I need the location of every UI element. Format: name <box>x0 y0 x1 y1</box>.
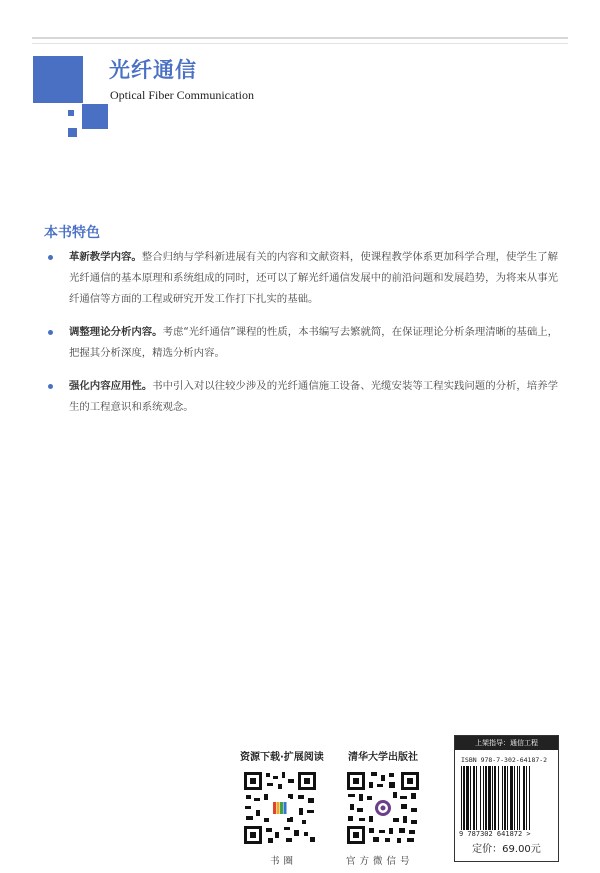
feature-text: 书中引入对以往较少涉及的光纤通信施工设备、光缆安装等工程实践问题的分析，培养学生的工程意识和系统观念。 <box>69 380 559 413</box>
price: 定价：69.00元 <box>472 844 541 855</box>
book-title-english: Optical Fiber Communication <box>110 88 254 102</box>
top-rule-thin <box>32 43 568 44</box>
feature-list <box>48 247 558 430</box>
qr-publisher-block <box>343 748 423 846</box>
features-heading: 本书特色 <box>44 225 100 241</box>
shelf-category: 上架指导：通信工程 <box>455 736 558 750</box>
decorative-square-tiny <box>68 110 74 116</box>
feature-text: 整合归纳与学科新进展有关的内容和文献资料，使课程教学体系更加科学合理，使学生了解光纤通信的基本原理和系统组成的同时，还可以了解光纤通信发展中的前沿问题和发展趋势，为将来从事光纤通信等方面的工程或研究开发工作打下扎实的基础。 <box>69 251 559 305</box>
decorative-square-large <box>33 56 83 103</box>
feature-item <box>48 247 558 310</box>
bullet-icon <box>48 330 53 335</box>
barcode-digits: 9 787302 641872 > <box>459 830 531 838</box>
qr-code-shuquan-icon <box>242 770 318 846</box>
feature-title: 强化内容应用性。 <box>69 380 153 392</box>
qr-resources-heading: 资源下载·扩展阅读 <box>240 752 324 763</box>
bullet-icon <box>48 255 53 260</box>
qr-code-publisher-wechat-icon <box>345 770 421 846</box>
feature-title: 革新教学内容。 <box>69 251 142 263</box>
feature-item <box>48 376 558 418</box>
barcode-icon <box>461 766 554 830</box>
qr-resources-caption: 书圈 <box>270 856 298 867</box>
book-title-chinese: 光纤通信 <box>109 57 197 82</box>
isbn-barcode-box <box>454 735 559 862</box>
feature-item <box>48 322 558 364</box>
decorative-square-medium <box>82 104 108 129</box>
qr-publisher-caption: 官方微信号 <box>346 856 414 867</box>
feature-text: 考虑“光纤通信”课程的性质，本书编写去繁就简，在保证理论分析条理清晰的基础上，把握其分析深度，精选分析内容。 <box>69 326 559 359</box>
qr-resources-block <box>240 748 324 846</box>
bullet-icon <box>48 384 53 389</box>
top-rule <box>32 37 568 39</box>
decorative-square-small <box>68 128 77 137</box>
feature-title: 调整理论分析内容。 <box>69 326 163 338</box>
isbn-number: ISBN 978-7-302-64187-2 <box>461 756 548 764</box>
qr-publisher-heading: 清华大学出版社 <box>348 752 418 763</box>
